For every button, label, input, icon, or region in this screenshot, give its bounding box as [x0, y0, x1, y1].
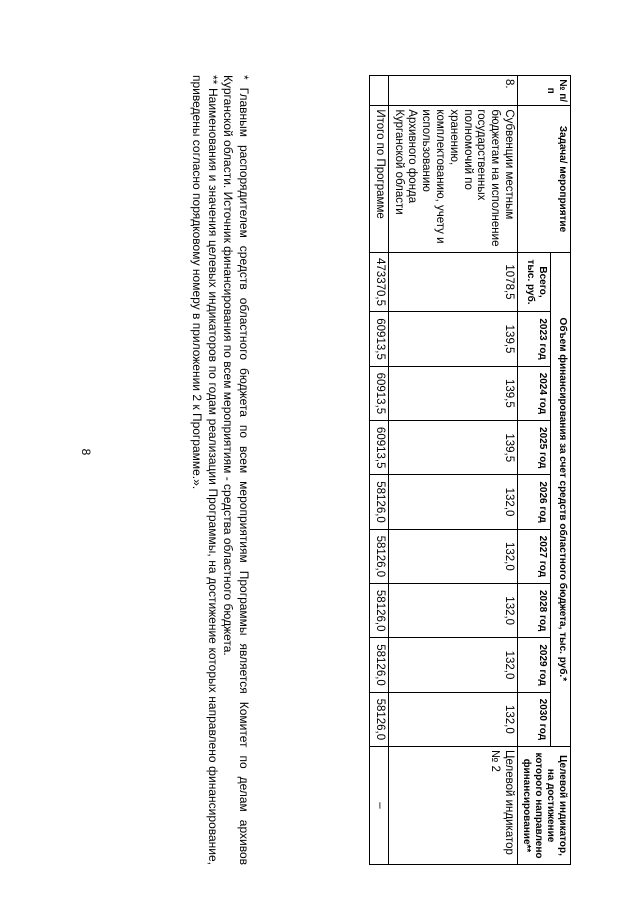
- row-year-value: 60913,5: [370, 421, 389, 475]
- footnotes: [189, 75, 251, 865]
- rotated-content: [141, 75, 571, 865]
- header-year: 2028 год: [518, 584, 551, 638]
- row-year-value: 139,5: [388, 421, 517, 475]
- row-task: Итого по Программе: [370, 106, 389, 252]
- header-year: 2023 год: [518, 312, 551, 366]
- row-num: [370, 76, 389, 106]
- footnote-1: * Главным распорядителем средств областного бюджета по всем мероприятиям Программы является Комитет по делам архивов Курганской области. Источник финансирования по всем мероприятиям - средства областного бюджета.: [221, 75, 251, 865]
- header-year: 2026 год: [518, 475, 551, 529]
- header-num: № п/п: [518, 76, 571, 106]
- header-year: 2029 год: [518, 638, 551, 692]
- row-task: Субвенции местным бюджетам на исполнение государственных полномочий по хранению, комплектованию, учету и использованию Архивного фонда Курганской области: [388, 106, 517, 252]
- row-year-value: 132,0: [388, 529, 517, 583]
- row-year-value: 132,0: [388, 638, 517, 692]
- page-number: 8: [79, 448, 93, 456]
- row-indicator: –: [370, 747, 389, 865]
- row-num: 8.: [388, 76, 517, 106]
- header-total: Всего, тыс. руб.: [518, 252, 551, 312]
- header-year: 2030 год: [518, 692, 551, 746]
- row-year-value: 60913,5: [370, 312, 389, 366]
- row-year-value: 132,0: [388, 692, 517, 746]
- table-row: [370, 76, 389, 865]
- table-header-row: [551, 76, 571, 865]
- row-year-value: 132,0: [388, 584, 517, 638]
- row-total: 473370,5: [370, 252, 389, 312]
- row-year-value: 132,0: [388, 475, 517, 529]
- row-year-value: 58126,0: [370, 638, 389, 692]
- row-year-value: 60913,5: [370, 366, 389, 420]
- row-year-value: 58126,0: [370, 529, 389, 583]
- row-year-value: 58126,0: [370, 692, 389, 746]
- funding-table: [369, 75, 571, 865]
- header-year: 2024 год: [518, 366, 551, 420]
- row-indicator: Целевой индикатор № 2: [388, 747, 517, 865]
- row-year-value: 139,5: [388, 312, 517, 366]
- footnote-2: ** Наименования и значения целевых индикаторов по годам реализации Программы, на достижение которых направлено финансирование, приведены согласно порядковому номеру в приложении 2 к Программе.».: [190, 75, 220, 865]
- row-year-value: 58126,0: [370, 475, 389, 529]
- row-year-value: 139,5: [388, 366, 517, 420]
- header-year: 2025 год: [518, 421, 551, 475]
- row-year-value: 58126,0: [370, 584, 389, 638]
- header-year: 2027 год: [518, 529, 551, 583]
- header-task: Задача/ мероприятие: [518, 106, 571, 252]
- header-indicator: Целевой индикатор, на достижение которого направлено финансирование**: [518, 747, 571, 865]
- row-total: 1078,5: [388, 252, 517, 312]
- header-funding-group: Объем финансирования за счет средств областного бюджета, тыс. руб.*: [551, 252, 571, 746]
- table-row: [388, 76, 517, 865]
